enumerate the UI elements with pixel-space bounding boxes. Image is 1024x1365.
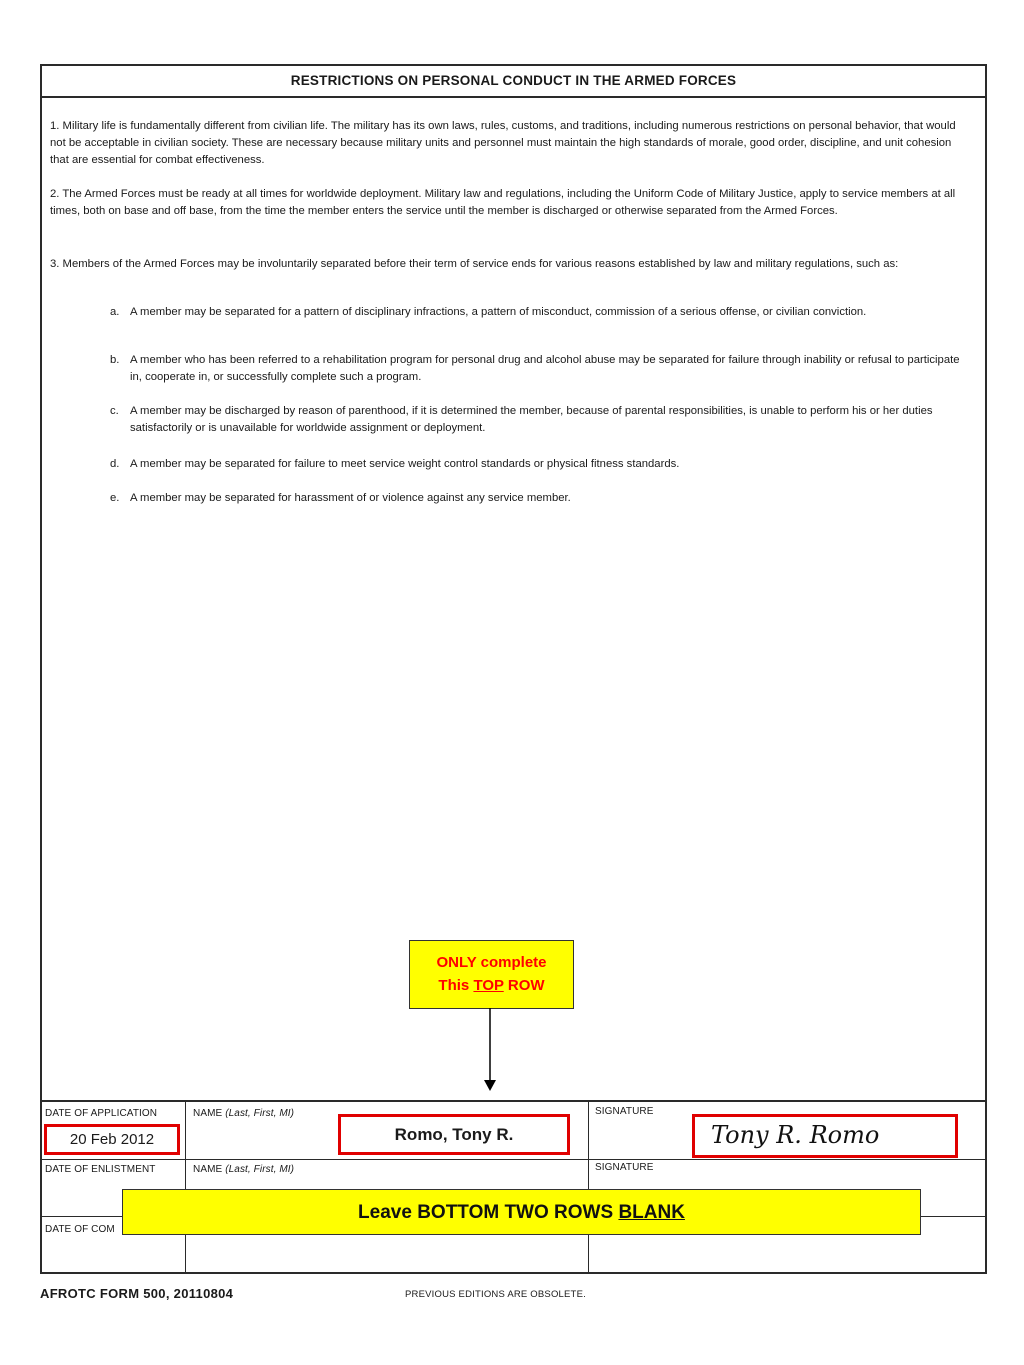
- signature-label-row1: SIGNATURE: [595, 1106, 654, 1117]
- bottom-callout-text: Leave BOTTOM TWO ROWS: [358, 1202, 619, 1223]
- grid-top-line: [42, 1100, 985, 1102]
- name-hint: (Last, First, MI): [225, 1164, 295, 1175]
- subitem-text: A member may be discharged by reason of parenthood, if it is determined the member, because of parental responsibilities, is unable to perform his or her duties satisfactorily or is unavailable for worldwide assignment or deployment.: [130, 405, 933, 434]
- paragraph-1: 1. Military life is fundamentally different from civilian life. The military has its own laws, rules, customs, and traditions, including numerous restrictions on personal behavior, that would not be acceptable in civilian society. These are necessary because military units and personnel must maintain the high standards of morale, good order, discipline, and unit cohesion that are essential for combat effectiveness.: [50, 120, 956, 166]
- date-of-enlistment-label: DATE OF ENLISTMENT: [45, 1164, 156, 1175]
- subitem-a: [110, 304, 967, 321]
- subitem-text: A member may be separated for failure to meet service weight control standards or physical fitness standards.: [130, 458, 680, 470]
- name-label-row1: [193, 1108, 294, 1119]
- form-id: AFROTC FORM 500, 20110804: [40, 1286, 234, 1301]
- subitem-letter: e.: [110, 492, 120, 504]
- signature-label-row2: SIGNATURE: [595, 1162, 654, 1173]
- bottom-rows-callout: [122, 1189, 921, 1235]
- subitem-letter: a.: [110, 306, 120, 318]
- grid-divider-date: [185, 1101, 186, 1274]
- subitem-e: [110, 490, 967, 507]
- date-field[interactable]: [44, 1124, 180, 1155]
- name-label: NAME: [193, 1108, 223, 1119]
- name-value: Romo, Tony R.: [394, 1125, 514, 1144]
- name-field[interactable]: [338, 1114, 570, 1155]
- subitem-text: A member may be separated for a pattern of disciplinary infractions, a pattern of misconduct, commission of a serious offense, or civilian conviction.: [130, 306, 867, 318]
- subitem-letter: d.: [110, 458, 120, 470]
- grid-divider-signature: [588, 1101, 589, 1274]
- arrow-down-icon: [480, 1008, 500, 1092]
- subitem-c: [110, 403, 967, 437]
- top-row-callout: [409, 940, 574, 1009]
- date-of-application-label: DATE OF APPLICATION: [45, 1108, 158, 1119]
- signature-value: Tony R. Romo: [711, 1121, 880, 1149]
- bottom-callout-emphasis: BLANK: [618, 1202, 685, 1223]
- date-value: 20 Feb 2012: [69, 1131, 155, 1148]
- paragraph-2: 2. The Armed Forces must be ready at all times for worldwide deployment. Military law and regulations, including the Uniform Code of Military Justice, apply to service members at all times, both on base and off base, from the time the member enters the service until the member is discharged or otherwise separated from the Armed Forces.: [50, 188, 956, 217]
- subitem-text: A member who has been referred to a rehabilitation program for personal drug and alcohol abuse may be separated for failure through inability or refusal to participate in, cooperate in, or successfully complete such a program.: [130, 354, 960, 383]
- date-of-commission-label: DATE OF COM: [45, 1224, 115, 1235]
- callout-emphasis: TOP: [473, 977, 504, 994]
- subitem-b: [110, 352, 967, 386]
- form-frame: [40, 64, 987, 1274]
- callout-line2: This TOP ROW: [438, 977, 545, 994]
- signature-field[interactable]: [692, 1114, 958, 1158]
- grid-line-row2: [42, 1159, 985, 1160]
- callout-line1: ONLY complete: [436, 954, 547, 971]
- form-title: RESTRICTIONS ON PERSONAL CONDUCT IN THE ARMED FORCES: [42, 66, 985, 98]
- name-label-row2: [193, 1164, 294, 1175]
- subitem-letter: c.: [110, 405, 119, 417]
- subitem-d: [110, 456, 967, 473]
- name-label: NAME: [193, 1164, 223, 1175]
- subitem-letter: b.: [110, 354, 120, 366]
- paragraph-3: 3. Members of the Armed Forces may be involuntarily separated before their term of service ends for various reasons established by law and military regulations, such as:: [50, 258, 899, 270]
- obsolete-notice: PREVIOUS EDITIONS ARE OBSOLETE.: [405, 1289, 586, 1300]
- subitem-text: A member may be separated for harassment of or violence against any service member.: [130, 492, 571, 504]
- name-hint: (Last, First, MI): [225, 1108, 295, 1119]
